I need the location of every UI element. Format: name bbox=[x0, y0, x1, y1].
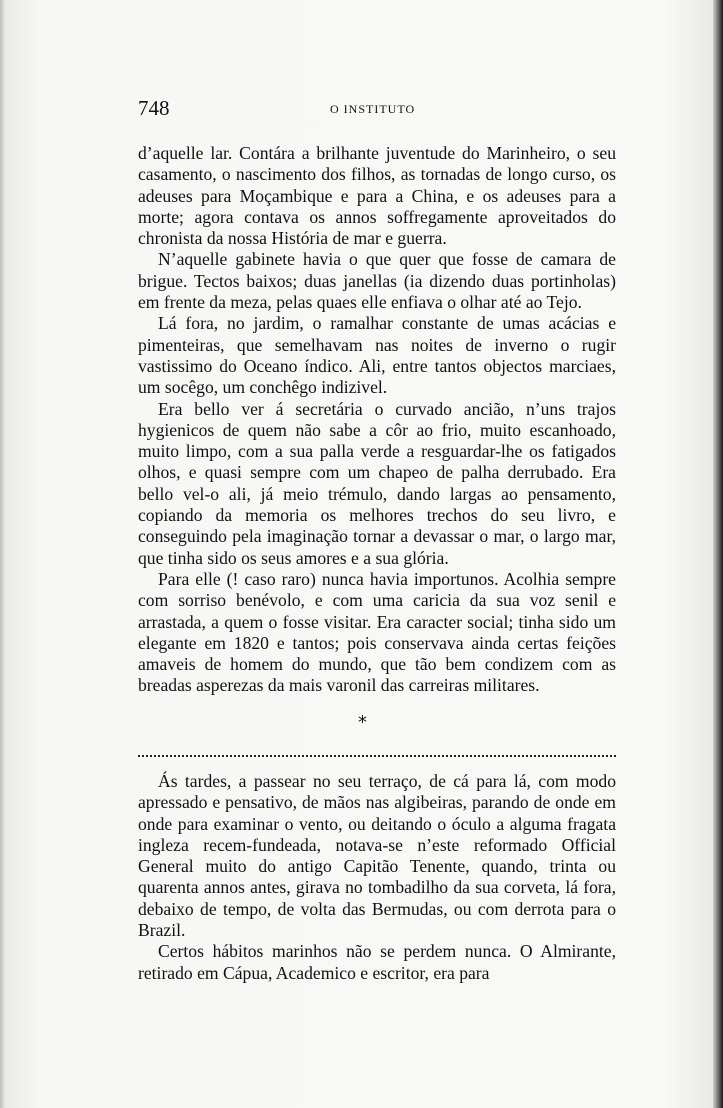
paragraph: Lá fora, no jardim, o ramalhar constante de umas acácias e pimenteiras, que semelhavam nas noites de inverno o rugir vastissimo do Oceano índico. Ali, entre tantos objectos marciaes, um socêgo, um conchêgo indizivel. bbox=[138, 313, 616, 398]
dotted-separator-rule bbox=[138, 755, 616, 757]
page-number: 748 bbox=[138, 96, 170, 120]
section-asterism: * bbox=[358, 712, 367, 733]
page-right-edge bbox=[713, 0, 723, 1108]
body-text-lower bbox=[138, 771, 616, 984]
paragraph: N’aquelle gabinete havia o que quer que fosse de camara de brigue. Tectos baixos; duas janellas (ia dizendo duas portinholas) em frente da meza, pelas quaes elle enfiava o olhar até ao Tejo. bbox=[138, 249, 616, 313]
paragraph: Era bello ver á secretária o curvado ancião, n’uns trajos hygienicos de quem não sabe a côr ao frio, muito escanhoado, muito limpo, com a sua palla verde a resguardar-lhe os fatigados olhos, e quasi sempre com um chapeo de palha derrubado. Era bello vel-o ali, já meio trémulo, dando largas ao pensamento, copiando da memoria os melhores trechos do seu livro, e conseguindo pela imaginação tornar a devassar o mar, o largo mar, que tinha sido os seus amores e a sua glória. bbox=[138, 398, 616, 568]
page-left-edge bbox=[0, 0, 6, 1108]
paragraph: Para elle (! caso raro) nunca havia importunos. Acolhia sempre com sorriso benévolo, e com uma caricia da sua voz senil e arrastada, a quem o fosse visitar. Era caracter social; tinha sido um elegante em 1820 e tantos; pois conservava ainda certas feições amaveis de homem do mundo, que tão bem condizem com as breadas asperezas da mais varonil das carreiras militares. bbox=[138, 568, 616, 696]
paragraph: Certos hábitos marinhos não se perdem nunca. O Almirante, retirado em Cápua, Academico e escritor, era para bbox=[138, 941, 616, 983]
paragraph: d’aquelle lar. Contára a brilhante juventude do Marinheiro, o seu casamento, o nascimento dos filhos, as tornadas de longo curso, os adeuses para Moçambique e para a China, e os adeuses para a morte; agora contava os annos soffregamente aproveitados do chronista da nossa História de mar e guerra. bbox=[138, 143, 616, 249]
running-title: O INSTITUTO bbox=[330, 102, 416, 116]
page-header bbox=[138, 96, 618, 126]
body-text-upper bbox=[138, 143, 616, 697]
paragraph: Ás tardes, a passear no seu terraço, de cá para lá, com modo apressado e pensativo, de mãos nas algibeiras, parando de onde em onde para examinar o vento, ou deitando o óculo a alguma fragata ingleza recem-fundeada, notava-se n’este reformado Official General muito do antigo Capitão Tenente, quando, trinta ou quarenta annos antes, girava no tombadilho da sua corveta, lá fora, debaixo de tempo, de volta das Bermudas, ou com derrota para o Brazil. bbox=[138, 771, 616, 941]
